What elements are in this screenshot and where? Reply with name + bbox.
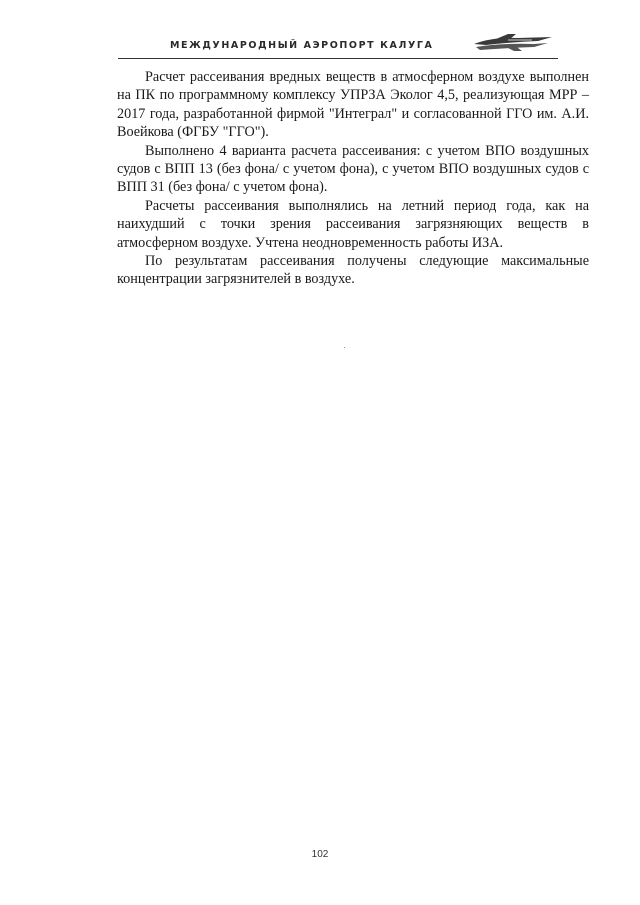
paragraph-calculation-variants: Выполнено 4 варианта расчета рассеивания: с учетом ВПО воздушных судов с ВПП 13 (без фона/ с учетом фона), с учетом ВПО воздушных судов с ВПП 31 (без фона/ с учетом фона). xyxy=(117,142,589,196)
paragraph-summer-period: Расчеты рассеивания выполнялись на летний период года, как на наихудший с точки зрения рассеивания загрязняющих веществ в атмосферном воздухе. Учтена неодновременность работы ИЗА. xyxy=(117,197,589,251)
header-title: МЕЖДУНАРОДНЫЙ АЭРОПОРТ КАЛУГА xyxy=(170,40,434,51)
scan-speck xyxy=(344,347,345,348)
airplane-emblem-icon xyxy=(472,34,554,54)
header-divider xyxy=(118,58,558,59)
page-number: 102 xyxy=(311,849,329,860)
paragraph-dispersion-calculation: Расчет рассеивания вредных веществ в атмосферном воздухе выполнен на ПК по программному комплексу УПРЗА Эколог 4,5, реализующая МРР – 2017 года, разработанной фирмой "Интеграл" и согласованной ГГО им. А.И. Воейкова (ФГБУ "ГГО"). xyxy=(117,69,589,141)
paragraph-results: По результатам рассеивания получены следующие максимальные концентрации загрязнителей в воздухе. xyxy=(117,253,589,288)
main-text xyxy=(117,68,589,289)
page-header xyxy=(170,34,560,58)
